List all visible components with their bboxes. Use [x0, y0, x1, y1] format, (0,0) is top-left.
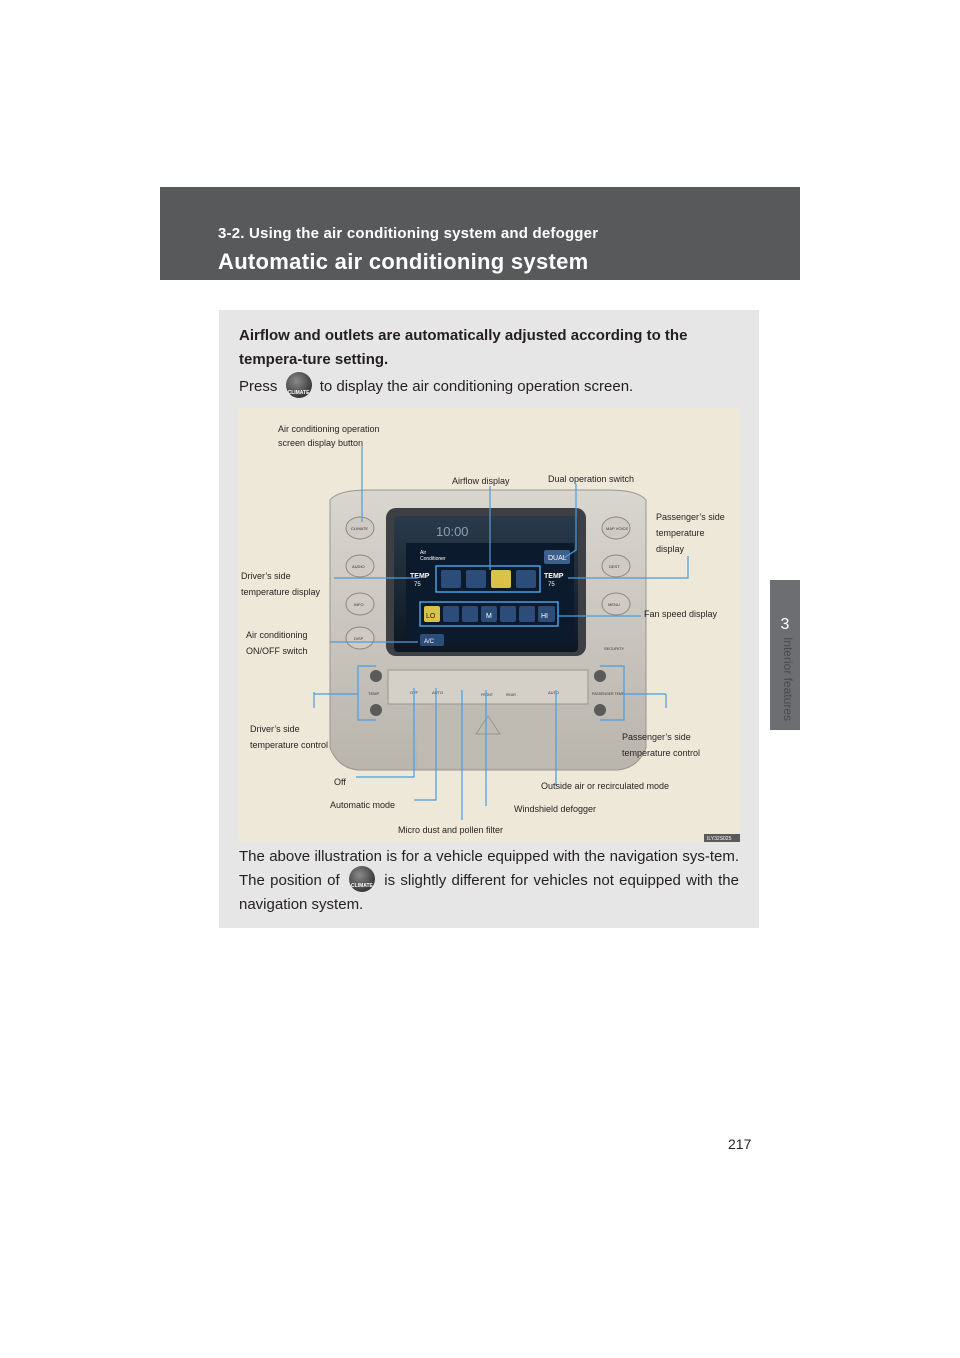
rear-button-text: REAR: [506, 693, 516, 697]
page-number: 217: [728, 1136, 752, 1152]
climate-button-icon-inline: CLIMATE: [349, 866, 375, 892]
dual-text: DUAL: [548, 555, 567, 562]
passenger-temp-up: [594, 670, 606, 682]
callout-ac-switch-2: ON/OFF switch: [246, 646, 308, 656]
fan-step-6: [519, 606, 535, 622]
screen-clock: 10:00: [436, 524, 469, 539]
ac-text: A/C: [424, 639, 435, 645]
press-instruction: [239, 374, 633, 400]
callout-driver-temp-display-2: temperature display: [241, 587, 321, 597]
airflow-face-icon: [441, 570, 461, 588]
airflow-bilevel-icon: [466, 570, 486, 588]
footer-text-2: is slightly different for vehicles not equipped with the navigation system.: [239, 871, 739, 913]
control-strip: [388, 670, 588, 704]
fan-step-2: [443, 606, 459, 622]
callout-outside-air: Outside air or recirculated mode: [541, 781, 670, 791]
chapter-header: [160, 187, 800, 280]
callout-driver-temp-display-1: Driver’s side: [241, 571, 291, 581]
press-before: Press: [239, 377, 278, 395]
callout-pass-temp-display-2: temperature: [656, 528, 705, 538]
callout-pass-temp-display-1: Passenger’s side: [656, 512, 725, 522]
callout-fan-speed: Fan speed display: [644, 609, 718, 619]
off-button-text: OFF: [410, 690, 418, 695]
footer-text-1: The above illustration is for a vehicle equipped with the navigation sys-tem. The position of: [239, 848, 739, 889]
content-box: [219, 310, 759, 928]
screen-ac-title-1: Air: [420, 550, 427, 556]
driver-temp-value: 75: [414, 582, 421, 588]
front-button-text: FRONT: [481, 693, 494, 697]
driver-temp-down: [370, 704, 382, 716]
callout-pass-temp-ctrl-1: Passenger’s side: [622, 732, 691, 742]
section-title: 3-2. Using the air conditioning system and defogger: [218, 225, 599, 242]
right-btn-1-text: MAP VOICE: [606, 526, 629, 531]
callout-pass-temp-ctrl-2: temperature control: [622, 748, 701, 758]
fan-m-text: M: [486, 613, 492, 620]
left-btn-3-text: INFO: [354, 602, 364, 607]
passenger-temp-ctrl-text: PASSENGER TEMP: [592, 692, 625, 696]
intro-text: Airflow and outlets are automatically adjusted according to the tempera-ture setting.: [239, 327, 688, 368]
callout-off: Off: [334, 777, 346, 787]
page-title: Automatic air conditioning system: [218, 249, 589, 274]
driver-temp-ctrl-text: TEMP: [368, 691, 380, 696]
airflow-feet-defrost-icon: [516, 570, 536, 588]
callout-screen-button-2: screen display button: [278, 438, 364, 448]
callout-dual-switch: Dual operation switch: [548, 474, 635, 484]
driver-temp-up: [370, 670, 382, 682]
callout-driver-temp-ctrl-2: temperature control: [250, 740, 329, 750]
right-btn-3-text: MENU: [608, 602, 620, 607]
driver-temp-label: TEMP: [410, 573, 430, 580]
fan-lo-text: LO: [426, 613, 436, 620]
airflow-feet-icon: [491, 570, 511, 588]
chapter-number: 3: [780, 616, 790, 633]
climate-button-icon: CLIMATE: [286, 372, 312, 398]
left-btn-2-text: AUDIO: [352, 564, 365, 569]
right-btn-2-text: DEST: [609, 564, 620, 569]
panel-svg: [238, 408, 740, 842]
callout-micro-filter: Micro dust and pollen filter: [398, 825, 504, 835]
auto-button-text: AUTO: [432, 690, 444, 695]
passenger-temp-value: 75: [548, 582, 555, 588]
callout-pass-temp-display-3: display: [656, 544, 685, 554]
callout-windshield-defogger: Windshield defogger: [514, 804, 597, 814]
callout-automatic-mode: Automatic mode: [330, 800, 396, 810]
auto-right-text: AUTO: [548, 690, 560, 695]
chapter-tab-label-wrap: [768, 636, 798, 736]
chapter-tab-label: Interior features: [781, 636, 795, 722]
illustration-code: ILY32S025: [707, 836, 732, 842]
fan-step-5: [500, 606, 516, 622]
passenger-temp-label: TEMP: [544, 573, 564, 580]
fan-hi-text: HI: [541, 613, 548, 620]
callout-ac-switch-1: Air conditioning: [246, 630, 308, 640]
footer-note: [239, 846, 739, 916]
hazard-panel: [418, 708, 558, 768]
screen-ac-title-2: Conditioner: [420, 556, 446, 562]
passenger-temp-down: [594, 704, 606, 716]
callout-screen-button-1: Air conditioning operation: [278, 424, 380, 434]
press-after: to display the air conditioning operation screen.: [319, 377, 634, 395]
left-btn-4-text: DISP: [354, 636, 364, 641]
left-btn-1-text: CLIMATE: [351, 526, 369, 531]
climate-panel-illustration: [238, 408, 740, 842]
security-label: SECURITY: [604, 646, 625, 651]
callout-airflow-display: Airflow display: [452, 476, 510, 486]
callout-driver-temp-ctrl-1: Driver’s side: [250, 724, 300, 734]
fan-step-3: [462, 606, 478, 622]
